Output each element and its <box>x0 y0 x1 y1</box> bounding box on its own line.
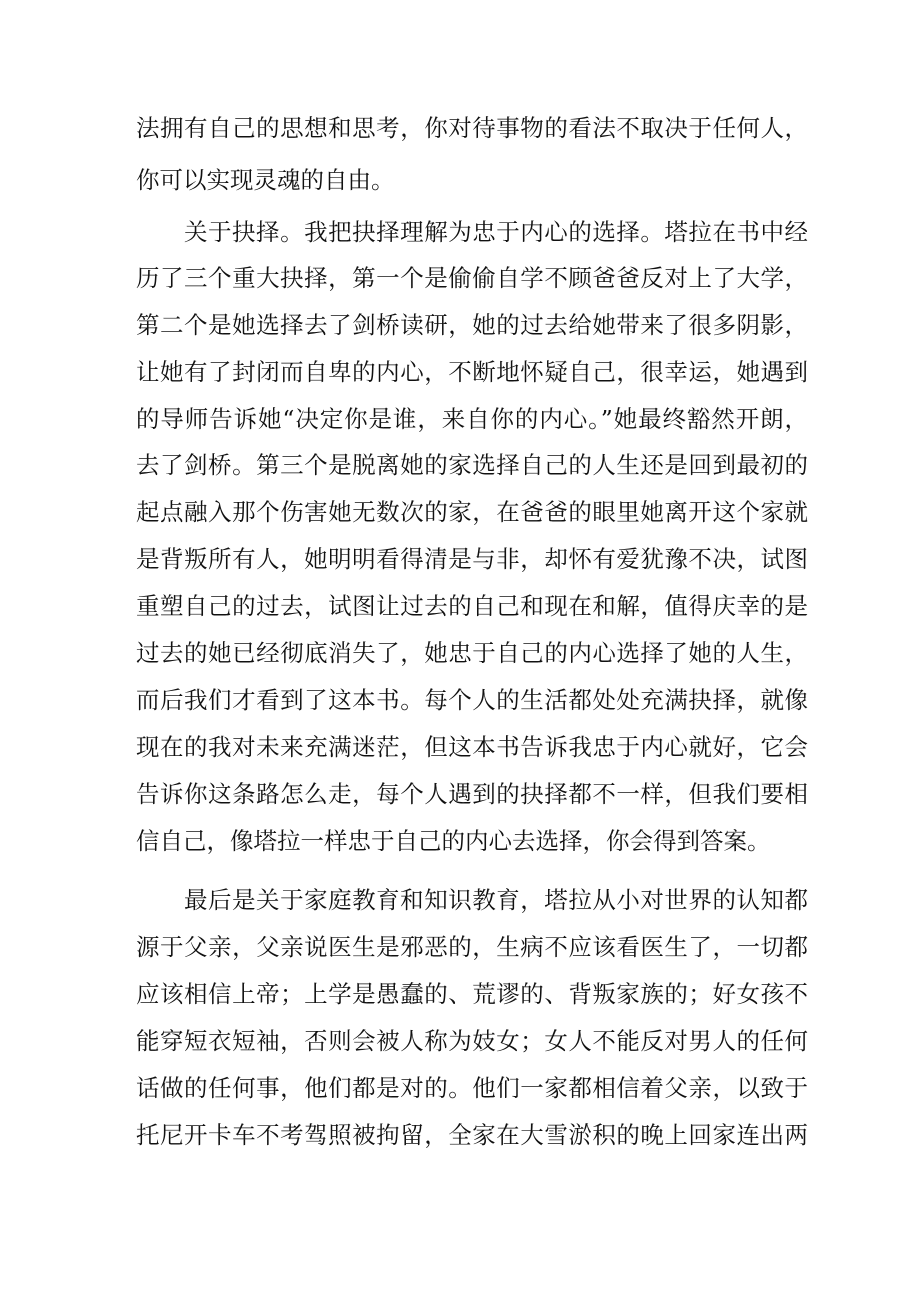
text-line: 能穿短衣短袖，否则会被人称为妓女；女人不能反对男人的任何 <box>136 1027 808 1055</box>
text-line: 起点融入那个伤害她无数次的家，在爸爸的眼里她离开这个家就 <box>136 498 808 526</box>
text-line: 让她有了封闭而自卑的内心，不断地怀疑自己，很幸运，她遇到 <box>136 358 808 386</box>
text-line: 过去的她已经彻底消失了，她忠于自己的内心选择了她的人生， <box>136 639 808 667</box>
text-line: 的导师告诉她“决定你是谁，来自你的内心。”她最终豁然开朗， <box>136 405 808 433</box>
text-line: 信自己，像塔拉一样忠于自己的内心去选择，你会得到答案。 <box>136 827 771 855</box>
text-line: 重塑自己的过去，试图让过去的自己和现在和解，值得庆幸的是 <box>136 592 808 620</box>
text-line: 是背叛所有人，她明明看得清是与非，却怀有爱犹豫不决，试图 <box>136 545 808 573</box>
text-line: 话做的任何事，他们都是对的。他们一家都相信着父亲，以致于 <box>136 1074 808 1102</box>
text-line: 托尼开卡车不考驾照被拘留，全家在大雪淤积的晚上回家连出两 <box>136 1121 808 1149</box>
text-line: 第二个是她选择去了剑桥读研，她的过去给她带来了很多阴影， <box>136 311 808 339</box>
paragraph-first-line: 关于抉择。我把抉择理解为忠于内心的选择。塔拉在书中经 <box>184 218 808 246</box>
text-line: 历了三个重大抉择，第一个是偷偷自学不顾爸爸反对上了大学， <box>136 264 808 292</box>
text-line: 源于父亲，父亲说医生是邪恶的，生病不应该看医生了，一切都 <box>136 933 808 961</box>
text-line: 应该相信上帝；上学是愚蠢的、荒谬的、背叛家族的；好女孩不 <box>136 980 808 1008</box>
text-line: 法拥有自己的思想和思考，你对待事物的看法不取决于任何人， <box>136 114 808 142</box>
paragraph-first-line: 最后是关于家庭教育和知识教育，塔拉从小对世界的认知都 <box>184 886 808 914</box>
text-line: 告诉你这条路怎么走，每个人遇到的抉择都不一样，但我们要相 <box>136 780 808 808</box>
text-line: 现在的我对未来充满迷茫，但这本书告诉我忠于内心就好，它会 <box>136 733 808 761</box>
text-line: 你可以实现灵魂的自由。 <box>136 166 395 194</box>
text-line: 而后我们才看到了这本书。每个人的生活都处处充满抉择，就像 <box>136 686 808 714</box>
text-line: 去了剑桥。第三个是脱离她的家选择自己的人生还是回到最初的 <box>136 451 808 479</box>
